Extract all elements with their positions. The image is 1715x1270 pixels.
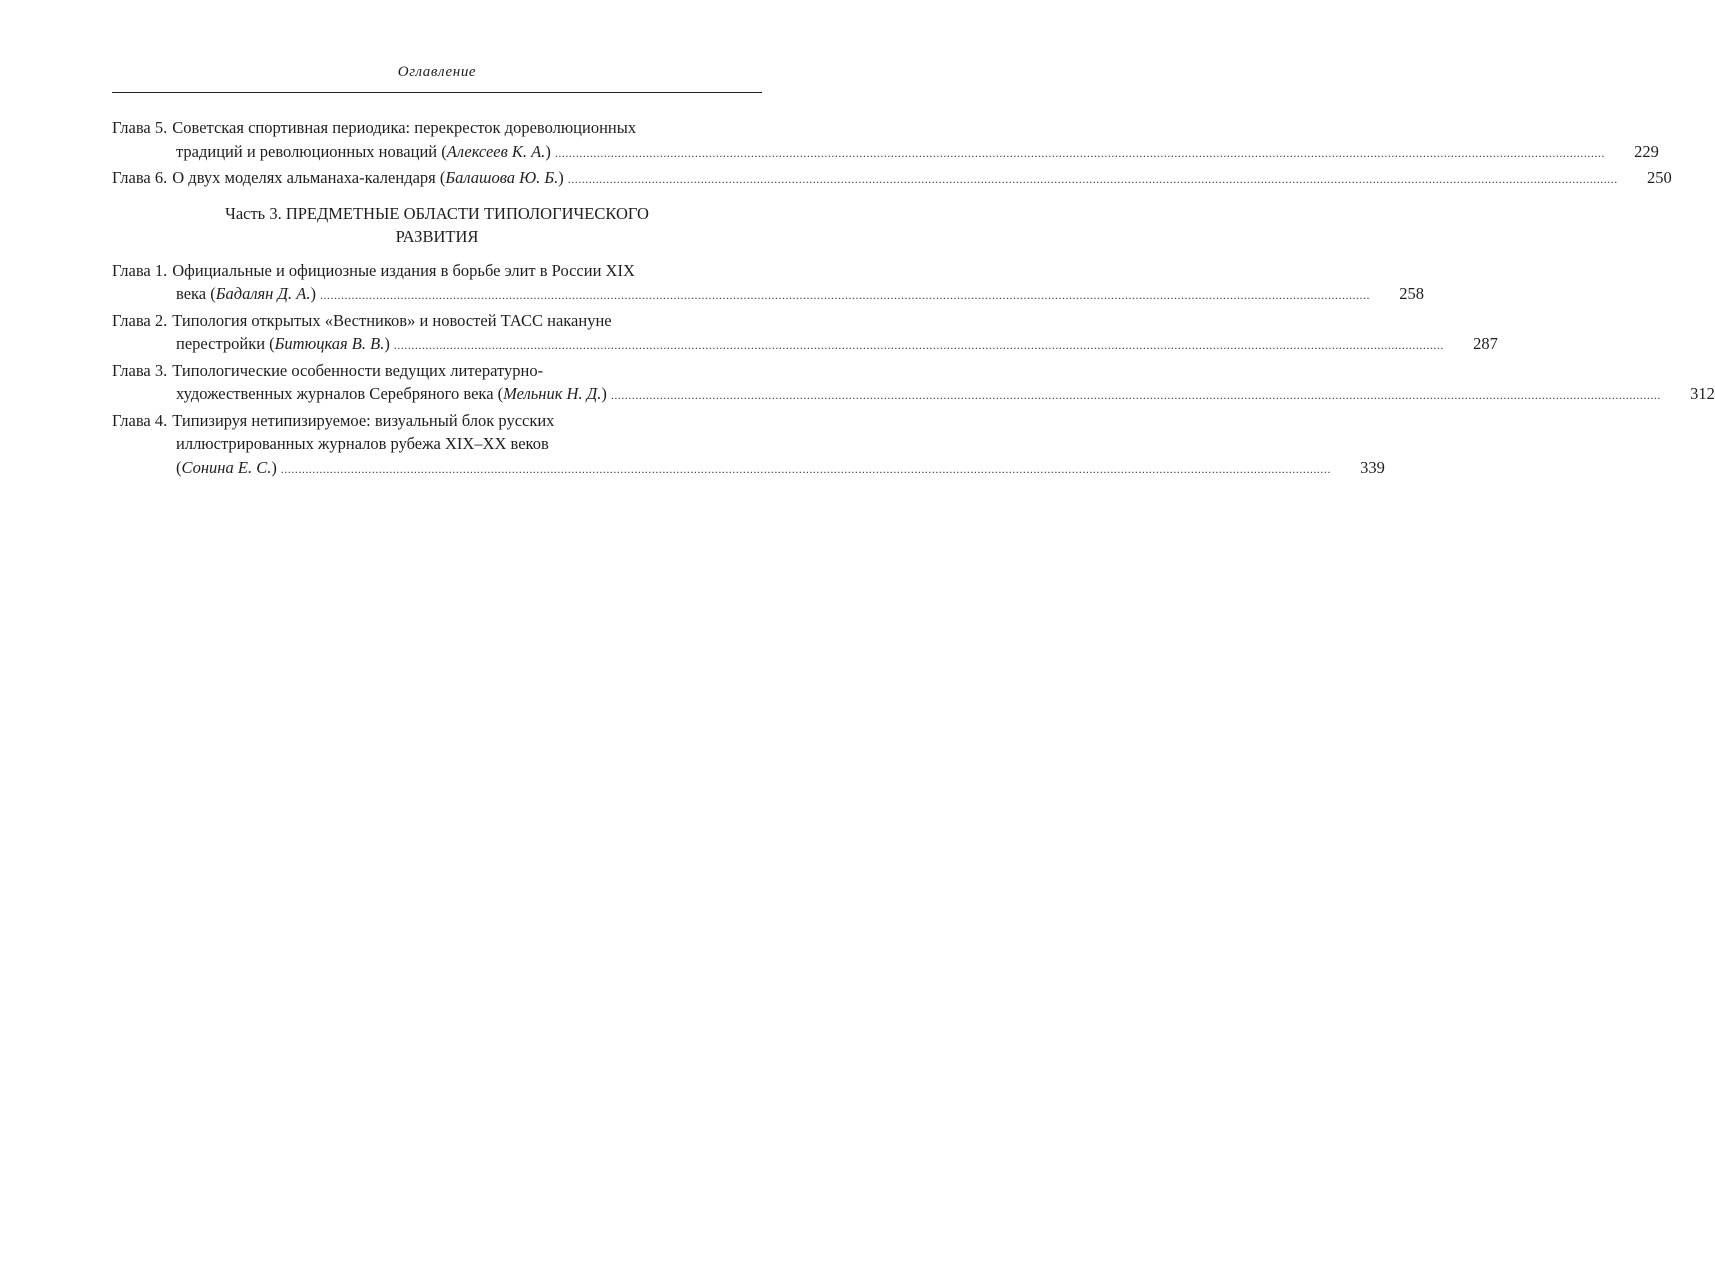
part-heading <box>112 202 762 249</box>
toc-entry-line <box>112 359 762 383</box>
running-head: Оглавление <box>397 64 477 80</box>
chapter-title-text: Типология открытых «Вестников» и новостей ТАСС накануне <box>172 310 612 330</box>
toc-entry[interactable] <box>112 116 1659 165</box>
chapter-author: Бадалян Д. А. <box>215 284 311 303</box>
chapter-title-text: О двух моделях альманаха-календаря ( <box>172 168 446 187</box>
chapter-title-text: традиций и революционных новаций ( <box>176 141 447 161</box>
chapter-label: Глава 6. <box>112 168 168 187</box>
toc-entry-line <box>112 140 1659 166</box>
chapter-title-text: Официальные и официозные издания в борьбе элит в России XIX <box>172 260 635 280</box>
closing-paren: ) <box>601 384 607 403</box>
chapter-title-text: Типологические особенности ведущих литературно- <box>172 360 544 380</box>
toc-entry-text <box>176 282 316 306</box>
closing-paren: ) <box>310 284 316 303</box>
page-number: 312 <box>1690 384 1715 403</box>
dot-leader: ............................................................................................................................................................................................................................................................................................................ <box>280 461 1331 476</box>
toc-group-part3 <box>112 259 1715 482</box>
toc-entry-text <box>176 382 607 406</box>
chapter-title-text: перестройки ( <box>176 334 275 353</box>
chapter-author: Сонина Е. С. <box>181 457 272 477</box>
chapter-label: Глава 4. <box>112 410 168 430</box>
page-number: 229 <box>1634 141 1659 161</box>
part-heading-line2: РАЗВИТИЯ <box>395 227 479 246</box>
toc-entry-text <box>112 359 543 383</box>
chapter-title-text: иллюстрированных журналов рубежа XIX–XX веков <box>176 434 549 453</box>
toc-entry-text <box>176 456 277 480</box>
toc-entry-text <box>112 409 554 433</box>
chapter-label: Глава 2. <box>112 310 168 330</box>
toc-group-part2-tail <box>112 116 1672 192</box>
dot-leader: ............................................................................................................................................................................................................................................................................................................ <box>610 388 1661 402</box>
toc-entry-text <box>112 309 612 333</box>
table-of-contents <box>112 116 1715 481</box>
toc-entry[interactable] <box>112 259 1424 308</box>
closing-paren: ) <box>384 334 390 353</box>
page-number: 339 <box>1360 457 1385 477</box>
toc-entry-text <box>176 140 551 164</box>
closing-paren: ) <box>271 457 277 477</box>
toc-entry-text <box>176 332 390 356</box>
chapter-author: Алексеев К. А. <box>446 141 546 161</box>
chapter-author: Балашова Ю. Б. <box>445 168 559 187</box>
toc-entry-line <box>112 259 762 283</box>
dot-leader: ............................................................................................................................................................................................................................................................................................................ <box>554 145 1605 160</box>
closing-paren: ) <box>558 168 564 187</box>
toc-entry-line <box>112 382 1715 408</box>
page-number: 250 <box>1647 168 1672 187</box>
dot-leader: ............................................................................................................................................................................................................................................................................................................ <box>567 172 1618 186</box>
part-heading-line1: Часть 3. ПРЕДМЕТНЫЕ ОБЛАСТИ ТИПОЛОГИЧЕСКОГО <box>225 203 649 223</box>
chapter-title-text: ( <box>176 457 182 477</box>
dot-leader: ............................................................................................................................................................................................................................................................................................................ <box>319 288 1370 302</box>
page-number: 258 <box>1399 284 1424 303</box>
toc-entry-text <box>112 166 564 190</box>
toc-entry[interactable] <box>112 359 1715 408</box>
chapter-label: Глава 3. <box>112 360 168 380</box>
toc-entry[interactable] <box>112 166 1672 192</box>
toc-entry-line <box>112 409 762 433</box>
chapter-title-text: века ( <box>176 284 216 303</box>
toc-entry[interactable] <box>112 309 1498 358</box>
toc-entry[interactable] <box>112 409 1385 482</box>
toc-entry-line <box>112 432 762 456</box>
chapter-author: Битюцкая В. В. <box>274 334 385 353</box>
closing-paren: ) <box>545 141 551 161</box>
toc-entry-text <box>112 116 636 140</box>
chapter-label: Глава 1. <box>112 260 168 280</box>
toc-entry-line <box>112 332 1498 358</box>
chapter-author: Мельник Н. Д. <box>503 384 602 403</box>
chapter-label: Глава 5. <box>112 118 168 137</box>
toc-entry-line <box>112 116 762 140</box>
chapter-title-text: Советская спортивная периодика: перекресток дореволюционных <box>172 118 637 137</box>
toc-entry-line <box>112 309 762 333</box>
dot-leader: ............................................................................................................................................................................................................................................................................................................ <box>393 338 1444 352</box>
toc-entry-text <box>176 432 549 456</box>
toc-entry-line <box>112 166 1672 192</box>
toc-entry-line <box>112 456 1385 482</box>
header-rule <box>112 92 762 93</box>
toc-entry-text <box>112 259 635 283</box>
page-number: 287 <box>1473 334 1498 353</box>
toc-entry-line <box>112 282 1424 308</box>
chapter-title-text: художественных журналов Серебряного века ( <box>176 384 504 403</box>
chapter-title-text: Типизируя нетипизируемое: визуальный блок русских <box>172 410 555 430</box>
